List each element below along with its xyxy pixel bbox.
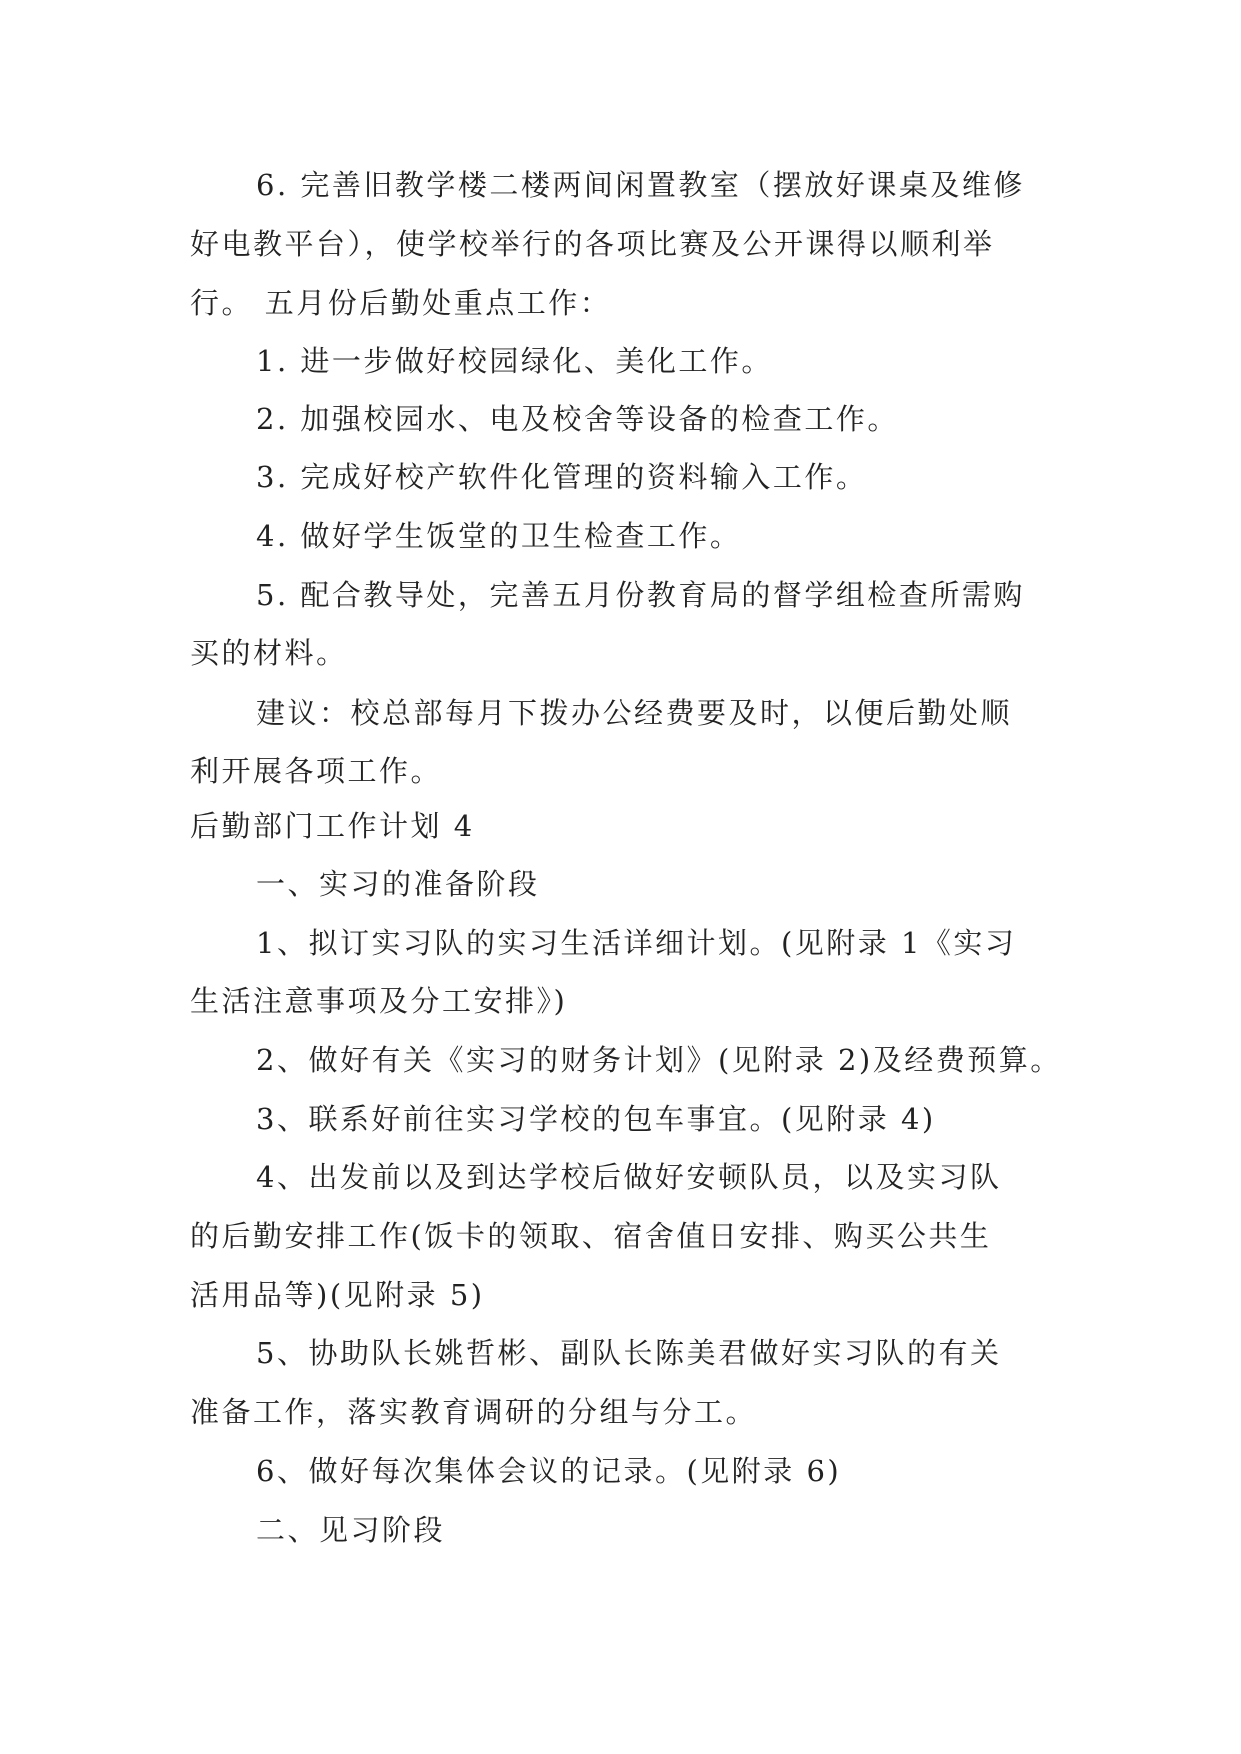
paragraph-line: 生活注意事项及分工安排》) xyxy=(190,984,568,1018)
list-item: 1. 进一步做好校园绿化、美化工作。 xyxy=(256,344,773,378)
list-item: 6、做好每次集体会议的记录。(见附录 6) xyxy=(256,1454,842,1488)
section-title: 后勤部门工作计划 4 xyxy=(190,809,475,843)
section-heading: 一、实习的准备阶段 xyxy=(256,867,540,901)
list-item: 4、出发前以及到达学校后做好安顿队员，以及实习队 xyxy=(256,1160,1002,1194)
list-item: 3、联系好前往实习学校的包车事宜。(见附录 4) xyxy=(256,1102,936,1136)
paragraph-line: 准备工作，落实教育调研的分组与分工。 xyxy=(190,1395,758,1429)
paragraph-line: 活用品等)(见附录 5) xyxy=(190,1278,485,1312)
list-item: 5. 配合教导处，完善五月份教育局的督学组检查所需购 xyxy=(256,578,1025,612)
paragraph-line: 行。 五月份后勤处重点工作： xyxy=(190,286,612,320)
section-heading: 二、见习阶段 xyxy=(256,1513,446,1547)
paragraph-line: 建议：校总部每月下拨办公经费要及时，以便后勤处顺 xyxy=(256,696,1013,730)
paragraph-line: 好电教平台），使学校举行的各项比赛及公开课得以顺利举 xyxy=(190,227,995,261)
paragraph-line: 利开展各项工作。 xyxy=(190,754,443,788)
list-item: 2. 加强校园水、电及校舍等设备的检查工作。 xyxy=(256,402,899,436)
list-item: 1、拟订实习队的实习生活详细计划。(见附录 1《实习 xyxy=(256,926,1017,960)
list-item: 3. 完成好校产软件化管理的资料输入工作。 xyxy=(256,460,868,494)
list-item: 2、做好有关《实习的财务计划》(见附录 2)及经费预算。 xyxy=(256,1043,1062,1077)
paragraph-line: 6. 完善旧教学楼二楼两间闲置教室（摆放好课桌及维修 xyxy=(256,168,1025,202)
list-item: 4. 做好学生饭堂的卫生检查工作。 xyxy=(256,519,742,553)
paragraph-line: 买的材料。 xyxy=(190,636,348,670)
paragraph-line: 的后勤安排工作(饭卡的领取、宿舍值日安排、购买公共生 xyxy=(190,1219,992,1253)
list-item: 5、协助队长姚哲彬、副队长陈美君做好实习队的有关 xyxy=(256,1336,1002,1370)
